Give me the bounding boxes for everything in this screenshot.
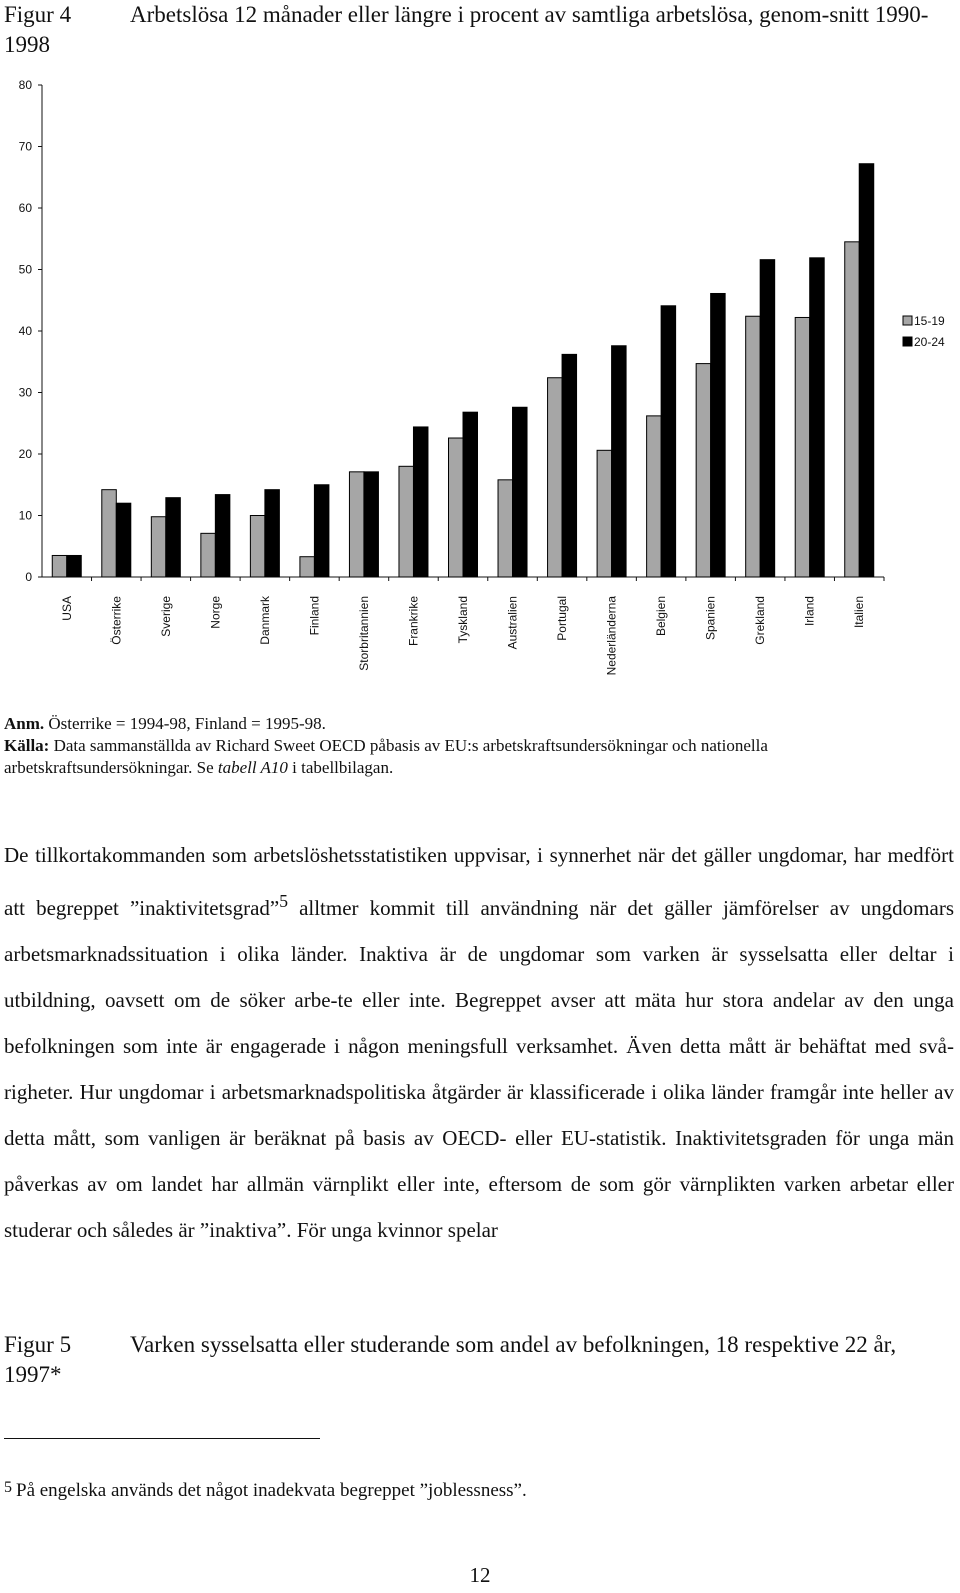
note-source-table-ref: tabell A10 — [217, 758, 288, 777]
figure-5-caption — [4, 1330, 954, 1390]
x-tick-label: Spanien — [703, 596, 718, 641]
figure-4-number: Figur 4 — [4, 2, 72, 27]
bar-20-24 — [810, 258, 825, 577]
note-anm-label: Anm. — [4, 714, 45, 733]
bar-20-24 — [116, 503, 131, 577]
y-tick-label: 30 — [18, 385, 32, 400]
x-tick-label: Portugal — [555, 596, 570, 641]
body-paragraph — [4, 832, 954, 1253]
footnote-reference: 5 — [279, 891, 288, 911]
x-tick-label: Storbritannien — [356, 596, 371, 671]
note-anm-text: Österrike = 1994-98, Finland = 1995-98. — [44, 714, 326, 733]
chart-notes — [4, 713, 954, 779]
x-tick-label: Österrike — [109, 596, 124, 645]
bar-20-24 — [859, 164, 874, 577]
bar-chart — [0, 68, 960, 708]
bar-20-24 — [463, 412, 478, 577]
bar-20-24 — [413, 427, 428, 577]
legend-label: 20-24 — [914, 335, 945, 349]
y-tick-label: 10 — [18, 508, 32, 523]
footnote-text: På engelska används det något inadekvata begreppet ”joblessness”. — [16, 1480, 527, 1501]
legend-swatch-20-24 — [903, 337, 912, 346]
bar-15-19 — [597, 450, 612, 577]
footnote-number: 5 — [4, 1479, 12, 1496]
bar-15-19 — [151, 517, 166, 577]
page-number: 12 — [469, 1563, 491, 1587]
bar-20-24 — [513, 407, 528, 577]
body-text-part-2: alltmer kommit till användning när det gäller jämförelser av ungdomars arbetsmarknadssituation i olika länder. Inaktiva är de ungdomar som varken är sysselsatta eller deltar i utbildning, oavsett om de söker arbe-te eller inte. Begreppet avser att mäta hur stora andelar av den unga befolkningen som inte är engagerade i någon meningsfull verksamhet. Även detta mått är behäftat med svå-righeter. Hur ungdomar i arbetsmarknadspolitiska åtgärder är klassificerade i olika länder framgår inte heller av detta mått, som vanligen är beräknat på basis av OECD- eller EU-statistik. Inaktivitetsgraden för unga män påverkas av om landet har allmän värnplikt eller inte, eftersom de som gör värnplikten varken arbetar eller studerar och således är ”inaktiva”. För unga kvinnor spelar — [4, 896, 954, 1242]
bar-20-24 — [562, 354, 577, 577]
bar-20-24 — [215, 495, 230, 577]
y-tick-label: 60 — [18, 201, 32, 215]
x-tick-label: Belgien — [654, 596, 669, 637]
bar-15-19 — [845, 242, 860, 577]
bar-20-24 — [711, 293, 726, 577]
bar-15-19 — [349, 472, 364, 577]
bar-20-24 — [314, 485, 329, 577]
x-tick-label: Grekland — [753, 596, 768, 645]
bar-15-19 — [746, 316, 761, 577]
bar-15-19 — [795, 317, 810, 577]
x-tick-label: Norge — [208, 596, 223, 629]
note-source — [4, 735, 954, 779]
bar-15-19 — [498, 480, 513, 577]
x-tick-label: Danmark — [257, 596, 272, 645]
bar-20-24 — [661, 306, 676, 577]
bar-15-19 — [52, 555, 67, 577]
bar-15-19 — [102, 490, 117, 577]
footnote-divider — [4, 1438, 320, 1439]
x-tick-label: Irland — [802, 596, 817, 627]
x-tick-label: USA — [59, 596, 74, 621]
legend-swatch-15-19 — [903, 316, 912, 325]
bar-20-24 — [760, 260, 775, 577]
y-tick-label: 0 — [25, 570, 32, 584]
bar-15-19 — [201, 533, 216, 577]
x-tick-label: Sverige — [158, 596, 173, 637]
x-tick-label: Tyskland — [456, 596, 470, 644]
bar-15-19 — [696, 364, 711, 577]
x-tick-label: Finland — [307, 596, 322, 636]
legend-label: 15-19 — [914, 314, 945, 328]
x-tick-label: Frankrike — [406, 596, 421, 647]
bar-15-19 — [300, 557, 315, 577]
bar-20-24 — [612, 346, 627, 577]
figure-5-number: Figur 5 — [4, 1332, 72, 1357]
y-tick-label: 80 — [18, 78, 32, 92]
footnote — [4, 1476, 527, 1503]
bar-15-19 — [449, 438, 464, 577]
figure-4-caption — [4, 0, 954, 60]
bar-20-24 — [166, 498, 181, 577]
x-tick-label: Nederländerna — [604, 596, 619, 676]
x-tick-label: Australien — [505, 596, 520, 650]
figure-5-title: Varken sysselsatta eller studerande som andel av befolkningen, 18 respektive 22 år, 1997* — [4, 1332, 897, 1387]
note-source-end: i tabellbilagan. — [287, 758, 394, 777]
note-anm — [4, 713, 954, 735]
note-source-label: Källa: — [4, 736, 50, 755]
bar-15-19 — [399, 466, 414, 577]
bar-15-19 — [548, 378, 563, 577]
y-tick-label: 50 — [18, 262, 32, 277]
bar-20-24 — [67, 555, 82, 577]
y-tick-label: 70 — [18, 139, 32, 154]
figure-4-title: Arbetslösa 12 månader eller längre i procent av samtliga arbetslösa, genom-snitt 1990-1998 — [4, 2, 929, 57]
body-text-part-1: De tillkortakommanden som arbetslöshetsstatistiken uppvisar, i synnerhet när det gäller ungdomar, har medfört att begreppet ”inaktivitetsgrad” — [4, 843, 954, 920]
bar-20-24 — [265, 490, 280, 577]
y-tick-label: 20 — [18, 447, 32, 461]
bar-20-24 — [364, 472, 379, 577]
x-tick-label: Italien — [852, 596, 867, 629]
note-source-text: Data sammanställda av Richard Sweet OECD påbasis av EU:s arbetskraftsundersökningar och nationella arbetskraftsundersökningar. Se — [4, 736, 768, 777]
bar-15-19 — [647, 416, 662, 577]
bar-15-19 — [250, 516, 265, 578]
y-tick-label: 40 — [18, 324, 32, 338]
